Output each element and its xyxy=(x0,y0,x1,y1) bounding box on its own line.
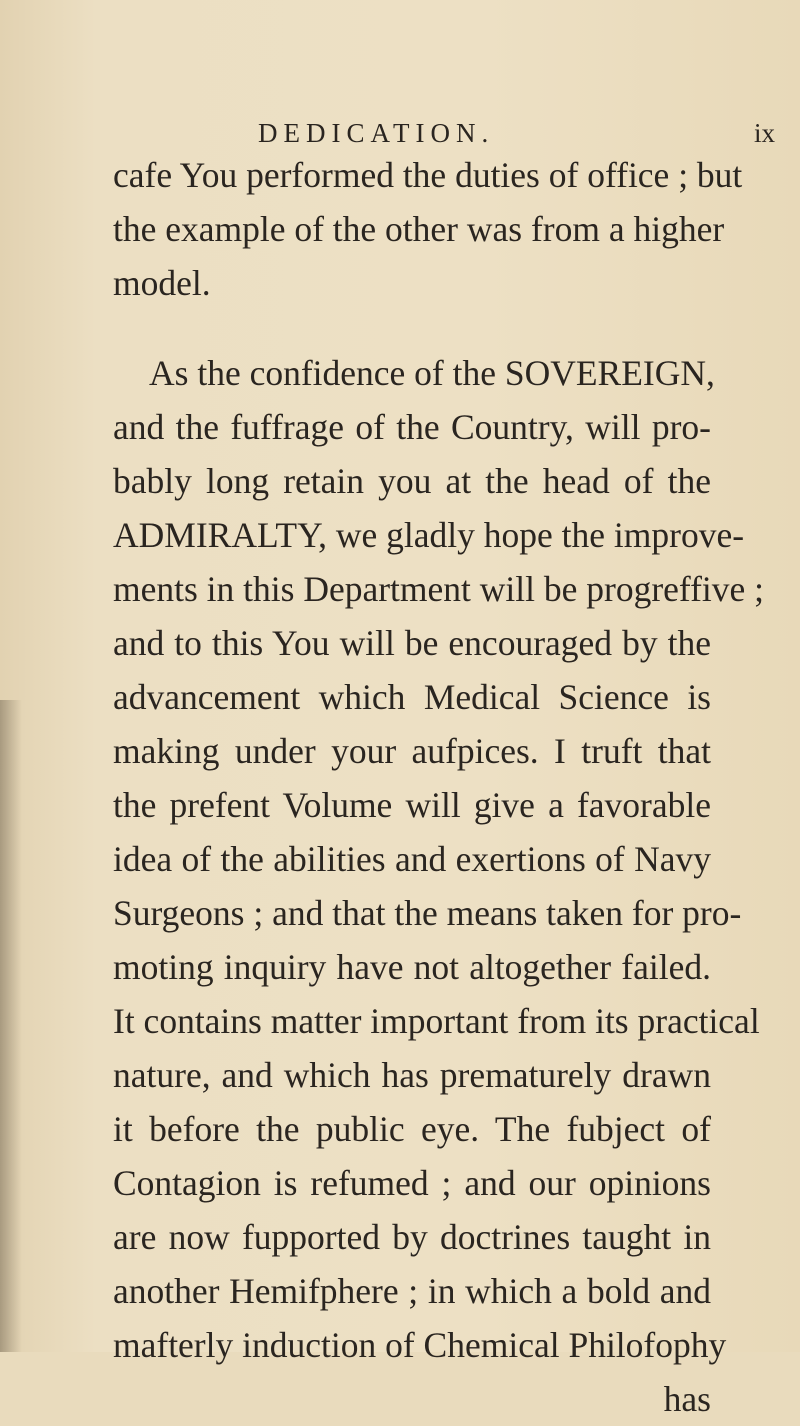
text-line: idea of the abilities and exertions of Navy xyxy=(113,839,711,879)
text-line: it before the public eye. The fubject of xyxy=(113,1109,711,1149)
text-line: nature, and which has prematurely drawn xyxy=(113,1055,711,1095)
text-line: ADMIRALTY, we gladly hope the improve- xyxy=(113,515,745,555)
text-line: bably long retain you at the head of the xyxy=(113,461,711,501)
text-line: are now fupported by doctrines taught in xyxy=(113,1217,711,1257)
text-line: It contains matter important from its practical xyxy=(113,1001,760,1041)
catchword: has xyxy=(663,1379,711,1419)
text-line: cafe You performed the duties of office ; but xyxy=(113,155,743,195)
text-line: the example of the other was from a higher xyxy=(113,209,725,249)
text-line: model. xyxy=(113,263,211,303)
text-line: and the fuffrage of the Country, will pro- xyxy=(113,407,711,447)
text-line: Contagion is refumed ; and our opinions xyxy=(113,1163,711,1203)
text-line: and to this You will be encouraged by the xyxy=(113,623,711,663)
text-line: advancement which Medical Science is xyxy=(113,677,711,717)
running-head: DEDICATION. xyxy=(258,118,495,148)
text-line: ments in this Department will be progreffive ; xyxy=(113,569,765,609)
text-line: the prefent Volume will give a favorable xyxy=(113,785,711,825)
text-line: mafterly induction of Chemical Philofophy xyxy=(113,1325,727,1365)
text-line: Surgeons ; and that the means taken for pro- xyxy=(113,893,742,933)
page-number: ix xyxy=(754,118,776,148)
body-text xyxy=(113,148,765,1426)
text-line: making under your aufpices. I truft that xyxy=(113,731,711,771)
text-line: As the confidence of the SOVEREIGN, xyxy=(149,353,715,393)
text-line: another Hemifphere ; in which a bold and xyxy=(113,1271,711,1311)
page-edge-shadow xyxy=(0,700,22,1352)
text-line: moting inquiry have not altogether failed. xyxy=(113,947,711,987)
